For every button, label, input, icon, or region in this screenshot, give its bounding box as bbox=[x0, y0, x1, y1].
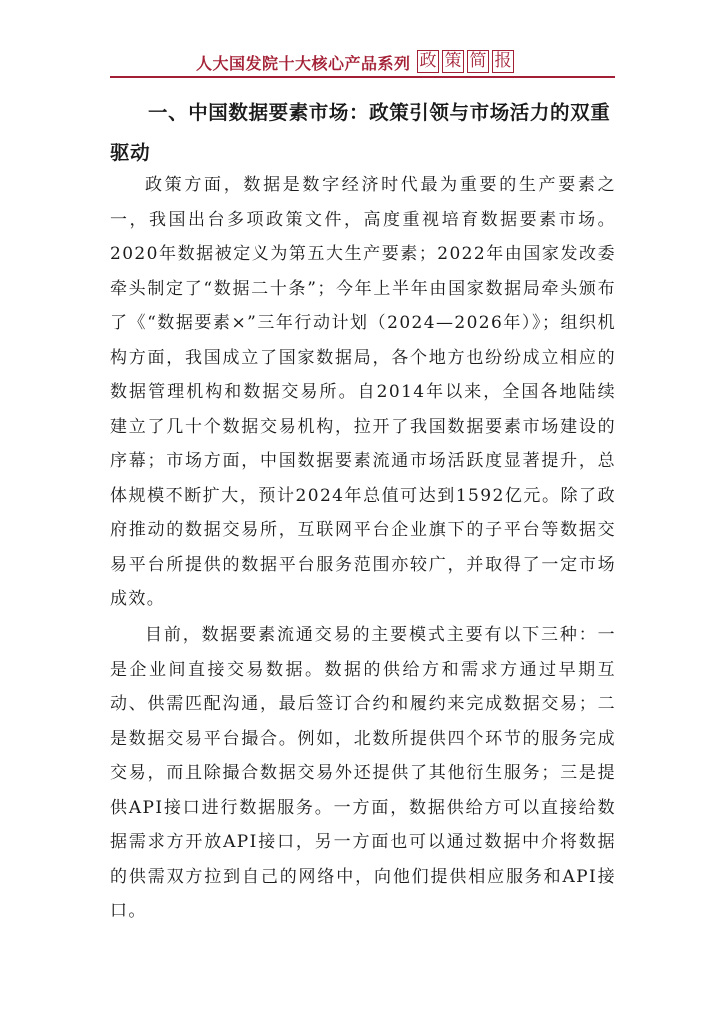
body-paragraph: 政策方面，数据是数字经济时代最为重要的生产要素之一，我国出台多项政策文件，高度重视培育数据要素市场。2020年数据被定义为第五大生产要素；2022年由国家发改委牵头制定了“数据二十条”；今年上半年由国家数据局牵头颁布了《“数据要素×”三年行动计划（2024—2026年）》；组织机构方面，我国成立了国家数据局，各个地方也纷纷成立相应的数据管理机构和数据交易所。自2014年以来，全国各地陆续建立了几十个数据交易机构，拉开了我国数据要素市场建设的序幕；市场方面，中国数据要素流通市场活跃度显著提升，总体规模不断扩大，预计2024年总值可达到1592亿元。除了政府推动的数据交易所，互联网平台企业旗下的子平台等数据交易平台所提供的数据平台服务范围亦较广，并取得了一定市场成效。 bbox=[110, 175, 616, 609]
section-heading: 一、中国数据要素市场：政策引领与市场活力的双重驱动 bbox=[110, 101, 611, 164]
header-divider bbox=[110, 76, 615, 78]
brand-char: 简 bbox=[467, 50, 489, 73]
page-header bbox=[110, 50, 615, 80]
brand-logo bbox=[417, 50, 514, 73]
brand-char: 报 bbox=[492, 50, 514, 73]
series-title: 人大国发院十大核心产品系列 bbox=[196, 54, 411, 73]
body-paragraph: 目前，数据要素流通交易的主要模式主要有以下三种：一是企业间直接交易数据。数据的供给方和需求方通过早期互动、供需匹配沟通，最后签订合约和履约来完成数据交易；二是数据交易平台撮合。例如，北数所提供四个环节的服务完成交易，而且除撮合数据交易外还提供了其他衍生服务；三是提供API接口进行数据服务。一方面，数据供给方可以直接给数据需求方开放API接口，另一方面也可以通过数据中介将数据的供需双方拉到自己的网络中，向他们提供相应服务和API接口。 bbox=[110, 625, 616, 921]
brand-char: 政 bbox=[417, 50, 439, 73]
brand-char: 策 bbox=[442, 50, 464, 73]
